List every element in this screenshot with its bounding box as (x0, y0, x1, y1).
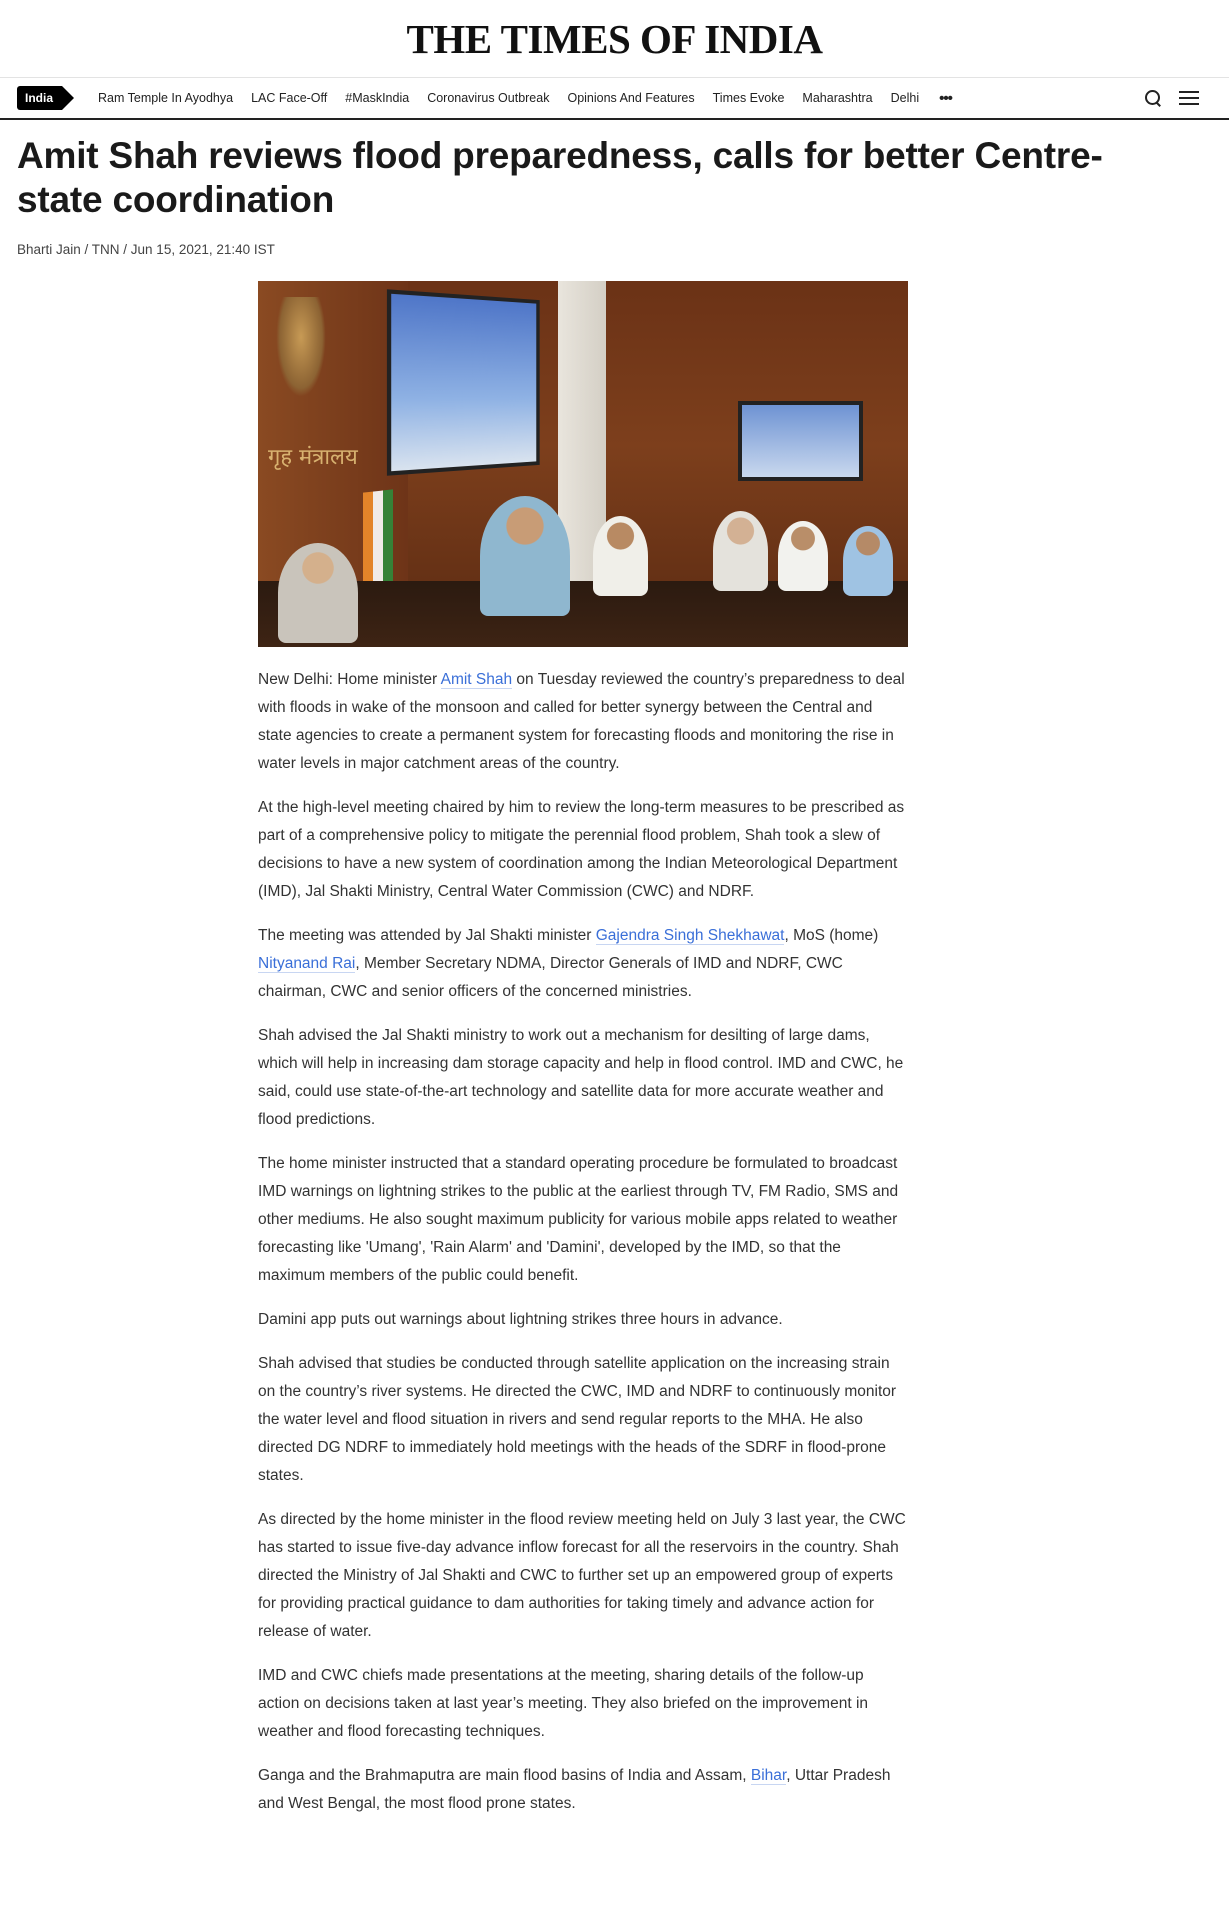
link-bihar[interactable]: Bihar (750, 1767, 787, 1784)
nav-item-times-evoke[interactable]: Times Evoke (712, 91, 785, 105)
paragraph-1: New Delhi: Home minister Amit Shah on Tuesday reviewed the country’s preparedness to deal with floods in wake of the monsoon and called for better synergy between the Central and state agencies to create a permanent system for forecasting floods and monitoring the rise in water levels in major catchment areas of the country. (258, 671, 905, 772)
article-byline: Bharti Jain / TNN / Jun 15, 2021, 21:40 IST (17, 242, 275, 257)
nav-section-india[interactable]: India (17, 86, 62, 110)
nav-item-maharashtra[interactable]: Maharashtra (802, 91, 873, 105)
article-hero-image[interactable] (258, 281, 908, 647)
masthead (0, 0, 1229, 78)
nav-item-lac-face-off[interactable]: LAC Face-Off (251, 91, 328, 105)
article-body (258, 666, 908, 1818)
search-icon[interactable] (1143, 88, 1163, 108)
paragraph-6: Damini app puts out warnings about lightning strikes three hours in advance. (258, 1311, 783, 1328)
paragraph-5: The home minister instructed that a standard operating procedure be formulated to broadcast IMD warnings on lightning strikes to the public at the earliest through TV, FM Radio, SMS and other mediums. He also sought maximum publicity for various mobile apps related to weather forecasting like 'Umang', 'Rain Alarm' and 'Damini', developed by the IMD, so that the maximum members of the public could benefit. (258, 1155, 899, 1284)
more-dots-icon[interactable]: ••• (939, 89, 952, 107)
nav-tools (1143, 78, 1199, 118)
article-main (258, 281, 908, 1834)
top-navigation (0, 78, 1229, 120)
nav-item-ram-temple[interactable]: Ram Temple In Ayodhya (98, 91, 234, 105)
nav-item-opinions[interactable]: Opinions And Features (567, 91, 695, 105)
video-screen-right (738, 401, 863, 481)
link-gajendra-singh-shekhawat[interactable]: Gajendra Singh Shekhawat (595, 927, 785, 944)
link-amit-shah[interactable]: Amit Shah (440, 671, 513, 688)
video-screen-left (387, 289, 540, 476)
paragraph-4: Shah advised the Jal Shakti ministry to work out a mechanism for desilting of large dams, which will help in increasing dam storage capacity and help in flood control. IMD and CWC, he said, could use state-of-the-art technology and satellite data for more accurate weather and flood predictions. (258, 1027, 904, 1128)
nav-item-coronavirus[interactable]: Coronavirus Outbreak (427, 91, 550, 105)
ministry-sign: गृह मंत्रालय (268, 445, 358, 470)
nav-item-delhi[interactable]: Delhi (890, 91, 920, 105)
paragraph-2: At the high-level meeting chaired by him to review the long-term measures to be prescribed as part of a comprehensive policy to mitigate the perennial flood problem, Shah took a slew of decisions to have a new system of coordination among the Indian Meteorological Department (IMD), Jal Shakti Ministry, Central Water Commission (CWC) and NDRF. (258, 799, 905, 900)
paragraph-8: As directed by the home minister in the flood review meeting held on July 3 last year, the CWC has started to issue five-day advance inflow forecast for all the reservoirs in the country. Shah directed the Ministry of Jal Shakti and CWC to further set up an empowered group of experts for providing practical guidance to dam authorities for taking timely and advance action for release of water. (258, 1511, 906, 1640)
paragraph-7: Shah advised that studies be conducted through satellite application on the increasing strain on the country’s river systems. He directed the CWC, IMD and NDRF to continuously monitor the water level and flood situation in rivers and send regular reports to the MHA. He also directed DG NDRF to immediately hold meetings with the heads of the SDRF in flood-prone states. (258, 1355, 897, 1484)
national-emblem (276, 297, 326, 397)
paragraph-10: Ganga and the Brahmaputra are main flood basins of India and Assam, Bihar, Uttar Pradesh and West Bengal, the most flood prone states. (258, 1767, 891, 1812)
link-nityanand-rai[interactable]: Nityanand Rai (258, 955, 356, 972)
hamburger-menu-icon[interactable] (1179, 91, 1199, 105)
paragraph-3: The meeting was attended by Jal Shakti minister Gajendra Singh Shekhawat, MoS (home) Nityanand Rai, Member Secretary NDMA, Director Generals of IMD and NDRF, CWC chairman, CWC and senior officers of the concerned ministries. (258, 927, 879, 1000)
paragraph-9: IMD and CWC chiefs made presentations at the meeting, sharing details of the follow-up action on decisions taken at last year’s meeting. They also briefed on the improvement in weather and flood forecasting techniques. (258, 1667, 869, 1740)
article-headline: Amit Shah reviews flood preparedness, calls for better Centre-state coordination (17, 135, 1103, 220)
nav-item-maskindia[interactable]: #MaskIndia (345, 91, 410, 105)
site-logo[interactable]: THE TIMES OF INDIA (406, 15, 823, 62)
nav-items (98, 90, 970, 107)
